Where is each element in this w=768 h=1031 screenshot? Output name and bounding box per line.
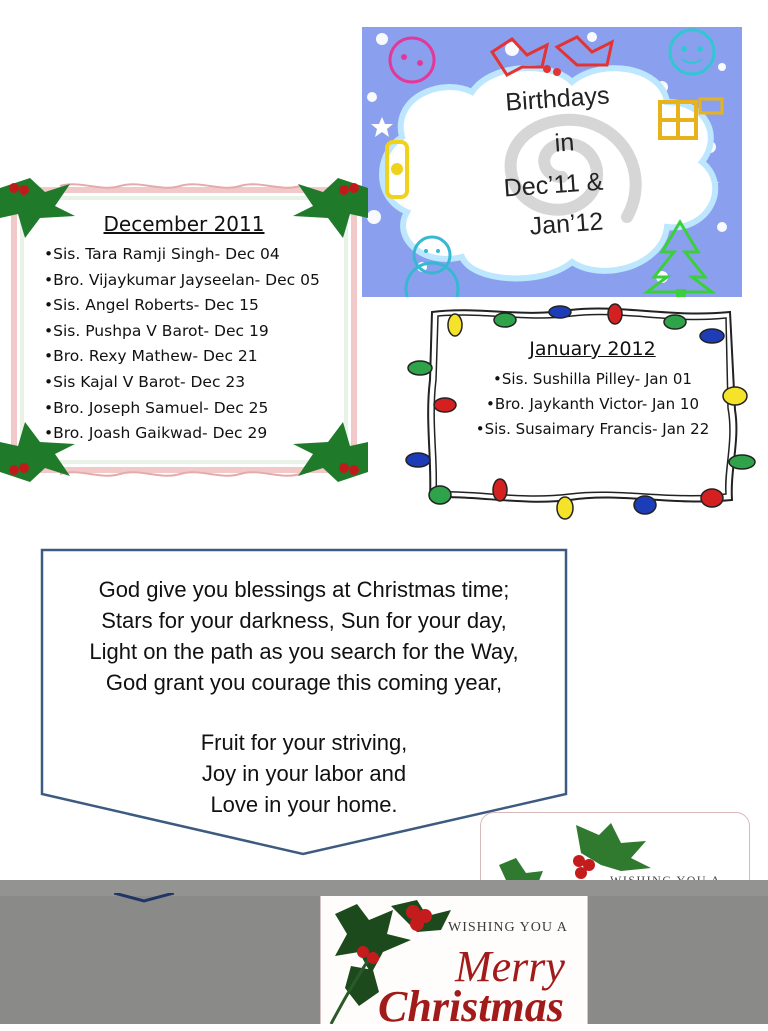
december-birthday-item: •Sis. Pushpa V Barot- Dec 19 bbox=[44, 321, 269, 340]
january-title bbox=[410, 338, 768, 360]
christmas-poem bbox=[40, 574, 568, 820]
birthday-banner bbox=[362, 27, 742, 297]
poem-line: Light on the path as you search for the Way, bbox=[89, 639, 519, 664]
december-list bbox=[44, 242, 364, 447]
poem-stanza-gap bbox=[40, 698, 568, 727]
card-wishing-text: WISHING YOU A bbox=[448, 920, 568, 935]
poem-line: Fruit for your striving, bbox=[200, 730, 408, 755]
banner-title-line2: in bbox=[553, 128, 576, 158]
december-birthday-item: •Bro. Rexy Mathew- Dec 21 bbox=[44, 347, 258, 366]
poem-line: Stars for your darkness, Sun for your day, bbox=[101, 608, 507, 633]
december-title-text: December 2011 bbox=[103, 212, 265, 236]
card-merry-text: Merry bbox=[455, 942, 565, 991]
poem-line: Love in your home. bbox=[210, 792, 398, 817]
banner-title-line4: Jan’12 bbox=[528, 207, 605, 241]
december-birthday-item: •Bro. Vijaykumar Jayseelan- Dec 05 bbox=[44, 270, 320, 289]
december-birthday-item: •Sis. Angel Roberts- Dec 15 bbox=[44, 296, 259, 315]
january-list bbox=[410, 367, 768, 442]
banner-title-line3: Dec’11 & bbox=[502, 167, 605, 203]
banner-title-line1: Birthdays bbox=[504, 81, 611, 117]
december-birthday-item: •Sis Kajal V Barot- Dec 23 bbox=[44, 372, 246, 391]
january-birthday-item: •Sis. Susaimary Francis- Jan 22 bbox=[475, 420, 710, 438]
poem-line: God give you blessings at Christmas time; bbox=[98, 577, 510, 602]
january-title-text: January 2012 bbox=[529, 338, 656, 360]
december-birthday-item: •Bro. Joseph Samuel- Dec 25 bbox=[44, 398, 269, 417]
december-birthday-item: •Bro. Joash Gaikwad- Dec 29 bbox=[44, 424, 268, 443]
poem-line: Joy in your labor and bbox=[201, 761, 407, 786]
poem-line: God grant you courage this coming year, bbox=[105, 670, 503, 695]
january-birthday-item: •Bro. Jaykanth Victor- Jan 10 bbox=[486, 395, 699, 413]
card-christmas-text: Christmas bbox=[378, 982, 564, 1031]
callout-tip-shadow bbox=[114, 893, 174, 903]
january-birthday-item: •Sis. Sushilla Pilley- Jan 01 bbox=[493, 370, 692, 388]
banner-art bbox=[362, 27, 742, 297]
december-birthday-item: •Sis. Tara Ramji Singh- Dec 04 bbox=[44, 245, 280, 263]
december-title bbox=[0, 212, 368, 236]
